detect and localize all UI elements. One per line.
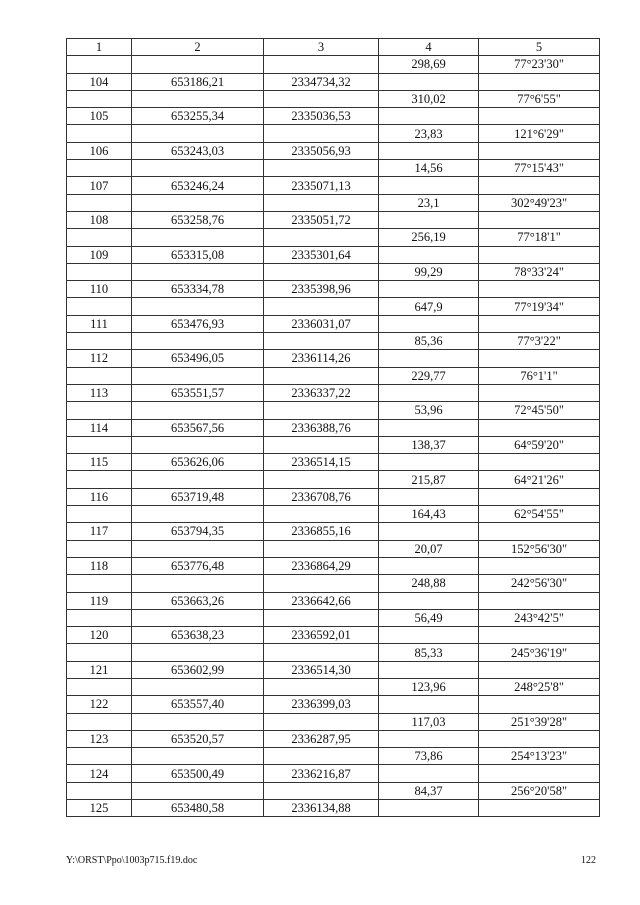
table-cell: 2336031,07: [264, 315, 379, 332]
table-row: [67, 730, 600, 747]
table-cell: [264, 748, 379, 765]
table-row: [67, 229, 600, 246]
table-cell: 84,37: [379, 782, 479, 799]
table-cell: [264, 298, 379, 315]
table-row: [67, 142, 600, 159]
table-cell: [479, 627, 600, 644]
table-cell: 653246,24: [132, 177, 264, 194]
table-cell: 99,29: [379, 263, 479, 280]
table-cell: [132, 506, 264, 523]
table-cell: 78°33'24": [479, 263, 600, 280]
header-cell: 2: [132, 39, 264, 56]
table-cell: [264, 229, 379, 246]
table-cell: [132, 333, 264, 350]
table-cell: [379, 350, 479, 367]
table-cell: [379, 419, 479, 436]
table-row: [67, 454, 600, 471]
table-cell: 72°45'50": [479, 402, 600, 419]
table-cell: 653480,58: [132, 800, 264, 817]
table-cell: [67, 333, 132, 350]
table-cell: [264, 56, 379, 73]
table-row: [67, 160, 600, 177]
table-cell: [67, 90, 132, 107]
table-cell: [379, 730, 479, 747]
table-cell: [479, 765, 600, 782]
table-cell: 2335398,96: [264, 281, 379, 298]
table-cell: [379, 281, 479, 298]
table-cell: [132, 782, 264, 799]
table-cell: 119: [67, 592, 132, 609]
table-cell: [479, 246, 600, 263]
table-cell: [479, 661, 600, 678]
table-row: [67, 73, 600, 90]
table-row: [67, 263, 600, 280]
table-cell: 298,69: [379, 56, 479, 73]
table-cell: 113: [67, 384, 132, 401]
table-cell: [379, 246, 479, 263]
table-row: [67, 765, 600, 782]
table-cell: [479, 142, 600, 159]
table-cell: [479, 592, 600, 609]
table-cell: 653500,49: [132, 765, 264, 782]
table-cell: [264, 436, 379, 453]
table-cell: 120: [67, 627, 132, 644]
table-cell: 124: [67, 765, 132, 782]
table-cell: [132, 471, 264, 488]
table-cell: 310,02: [379, 90, 479, 107]
table-cell: [264, 540, 379, 557]
table-cell: [379, 488, 479, 505]
table-cell: [67, 436, 132, 453]
table-cell: 229,77: [379, 367, 479, 384]
table-row: [67, 661, 600, 678]
table-row: [67, 627, 600, 644]
table-cell: 77°3'22": [479, 333, 600, 350]
table-cell: [379, 177, 479, 194]
table-cell: 64°59'20": [479, 436, 600, 453]
table-cell: 653602,99: [132, 661, 264, 678]
table-cell: 248,88: [379, 575, 479, 592]
table-cell: [264, 506, 379, 523]
table-cell: [264, 471, 379, 488]
page-number: 122: [581, 855, 596, 866]
table-row: [67, 384, 600, 401]
table-cell: [379, 592, 479, 609]
table-cell: 653258,76: [132, 211, 264, 228]
table-cell: 653186,21: [132, 73, 264, 90]
table-cell: 111: [67, 315, 132, 332]
table-cell: [379, 384, 479, 401]
table-cell: [132, 575, 264, 592]
table-cell: 2336388,76: [264, 419, 379, 436]
table-cell: 62°54'55": [479, 506, 600, 523]
table-cell: 2336855,16: [264, 523, 379, 540]
table-cell: [132, 402, 264, 419]
table-cell: 106: [67, 142, 132, 159]
table-cell: [132, 90, 264, 107]
table-cell: [132, 748, 264, 765]
table-cell: [132, 160, 264, 177]
header-cell: 5: [479, 39, 600, 56]
table-row: [67, 696, 600, 713]
table-row: [67, 575, 600, 592]
table-cell: 76°1'1": [479, 367, 600, 384]
table-row: [67, 557, 600, 574]
table-row: [67, 592, 600, 609]
table-cell: 653794,35: [132, 523, 264, 540]
table-cell: 108: [67, 211, 132, 228]
table-cell: [67, 713, 132, 730]
table-cell: 2335051,72: [264, 211, 379, 228]
table-cell: 117: [67, 523, 132, 540]
table-row: [67, 644, 600, 661]
table-cell: 152°56'30": [479, 540, 600, 557]
table-cell: 243°42'5": [479, 609, 600, 626]
table-cell: [67, 540, 132, 557]
table-cell: 653776,48: [132, 557, 264, 574]
table-cell: [479, 211, 600, 228]
table-cell: 2336708,76: [264, 488, 379, 505]
table-row: [67, 402, 600, 419]
table-cell: 56,49: [379, 609, 479, 626]
table-cell: [67, 402, 132, 419]
table-row: [67, 108, 600, 125]
table-cell: [264, 402, 379, 419]
table-cell: [379, 142, 479, 159]
table-cell: [67, 125, 132, 142]
table-cell: 85,33: [379, 644, 479, 661]
table-row: [67, 748, 600, 765]
table-cell: 2335036,53: [264, 108, 379, 125]
header-cell: 4: [379, 39, 479, 56]
table-cell: [379, 765, 479, 782]
table-cell: [264, 678, 379, 695]
table-cell: [67, 229, 132, 246]
table-row: [67, 800, 600, 817]
table-cell: 2336216,87: [264, 765, 379, 782]
table-row: [67, 177, 600, 194]
table-cell: 109: [67, 246, 132, 263]
table-row: [67, 281, 600, 298]
table-cell: [479, 177, 600, 194]
table-row: [67, 350, 600, 367]
table-row: [67, 471, 600, 488]
table-cell: 653557,40: [132, 696, 264, 713]
table-cell: 2334734,32: [264, 73, 379, 90]
table-cell: 123: [67, 730, 132, 747]
table-row: [67, 540, 600, 557]
table-cell: 653638,23: [132, 627, 264, 644]
table-cell: 116: [67, 488, 132, 505]
table-cell: 653255,34: [132, 108, 264, 125]
table-cell: 125: [67, 800, 132, 817]
table-cell: [132, 298, 264, 315]
table-cell: [379, 73, 479, 90]
table-cell: [264, 333, 379, 350]
table-cell: 112: [67, 350, 132, 367]
table-body: [67, 56, 600, 817]
table-cell: 2335301,64: [264, 246, 379, 263]
table-row: [67, 436, 600, 453]
table-cell: [67, 748, 132, 765]
table-cell: [132, 194, 264, 211]
table-cell: 2336287,95: [264, 730, 379, 747]
table-cell: [132, 263, 264, 280]
table-cell: [132, 367, 264, 384]
table-cell: [479, 419, 600, 436]
table-cell: [479, 350, 600, 367]
table-cell: 653315,08: [132, 246, 264, 263]
footer-file-path: Y:\ORST\Ppo\1003p715.f19.doc: [66, 855, 198, 866]
table-row: [67, 419, 600, 436]
table-cell: [264, 782, 379, 799]
table-cell: 242°56'30": [479, 575, 600, 592]
table-cell: [479, 281, 600, 298]
table-cell: 164,43: [379, 506, 479, 523]
table-row: [67, 488, 600, 505]
table-cell: 2336864,29: [264, 557, 379, 574]
table-cell: [479, 108, 600, 125]
table-row: [67, 298, 600, 315]
table-row: [67, 246, 600, 263]
table-cell: [67, 263, 132, 280]
table-cell: [479, 315, 600, 332]
table-cell: 64°21'26": [479, 471, 600, 488]
table-cell: 251°39'28": [479, 713, 600, 730]
table-cell: [264, 194, 379, 211]
table-cell: 121°6'29": [479, 125, 600, 142]
header-cell: 3: [264, 39, 379, 56]
table-cell: 2336514,30: [264, 661, 379, 678]
table-cell: [264, 367, 379, 384]
table-cell: [479, 488, 600, 505]
table-cell: 85,36: [379, 333, 479, 350]
table-cell: [132, 56, 264, 73]
table-cell: [264, 263, 379, 280]
table-row: [67, 90, 600, 107]
table-row: [67, 506, 600, 523]
table-cell: [379, 454, 479, 471]
table-cell: 2336337,22: [264, 384, 379, 401]
table-cell: 121: [67, 661, 132, 678]
table-cell: 256,19: [379, 229, 479, 246]
table-row: [67, 609, 600, 626]
table-cell: 122: [67, 696, 132, 713]
table-cell: [479, 73, 600, 90]
table-cell: [379, 315, 479, 332]
table-cell: 248°25'8": [479, 678, 600, 695]
table-cell: [379, 696, 479, 713]
table-cell: 2336134,88: [264, 800, 379, 817]
table-row: [67, 523, 600, 540]
table-cell: 20,07: [379, 540, 479, 557]
table-cell: 23,1: [379, 194, 479, 211]
table-cell: [479, 696, 600, 713]
table-cell: 117,03: [379, 713, 479, 730]
table-row: [67, 211, 600, 228]
table-cell: [264, 160, 379, 177]
table-cell: [379, 523, 479, 540]
table-cell: 77°19'34": [479, 298, 600, 315]
table-cell: [132, 540, 264, 557]
table-cell: 215,87: [379, 471, 479, 488]
table-cell: 653520,57: [132, 730, 264, 747]
table-cell: 53,96: [379, 402, 479, 419]
table-cell: [67, 506, 132, 523]
table-row: [67, 125, 600, 142]
table-cell: 2335056,93: [264, 142, 379, 159]
table-cell: 114: [67, 419, 132, 436]
table-cell: 105: [67, 108, 132, 125]
table-cell: [67, 575, 132, 592]
table-cell: [67, 160, 132, 177]
table-cell: [379, 108, 479, 125]
table-cell: 2336592,01: [264, 627, 379, 644]
table-cell: [379, 211, 479, 228]
table-cell: 138,37: [379, 436, 479, 453]
table-cell: [132, 678, 264, 695]
table-cell: [379, 557, 479, 574]
table-cell: [67, 644, 132, 661]
table-cell: [379, 661, 479, 678]
table-cell: [479, 384, 600, 401]
table-cell: [132, 644, 264, 661]
table-cell: [67, 298, 132, 315]
table-cell: [132, 436, 264, 453]
table-row: [67, 315, 600, 332]
table-cell: [264, 575, 379, 592]
table-cell: 256°20'58": [479, 782, 600, 799]
table-cell: 2336642,66: [264, 592, 379, 609]
table-cell: 118: [67, 557, 132, 574]
header-row: [67, 39, 600, 56]
table-cell: 2335071,13: [264, 177, 379, 194]
table-cell: [379, 627, 479, 644]
table-cell: [264, 90, 379, 107]
table-cell: [264, 125, 379, 142]
table-cell: 77°23'30": [479, 56, 600, 73]
table-row: [67, 56, 600, 73]
table-cell: 653243,03: [132, 142, 264, 159]
table-cell: [67, 678, 132, 695]
table-row: [67, 713, 600, 730]
table-cell: 254°13'23": [479, 748, 600, 765]
table-cell: [264, 713, 379, 730]
table-cell: [264, 644, 379, 661]
table-cell: 653567,56: [132, 419, 264, 436]
table-cell: [132, 713, 264, 730]
table-cell: 653334,78: [132, 281, 264, 298]
table-cell: 73,86: [379, 748, 479, 765]
table-row: [67, 678, 600, 695]
table-cell: [479, 800, 600, 817]
table-cell: [132, 229, 264, 246]
table-cell: [132, 125, 264, 142]
table-cell: [67, 194, 132, 211]
table-row: [67, 194, 600, 211]
table-cell: 14,56: [379, 160, 479, 177]
table-cell: [479, 523, 600, 540]
table-cell: [132, 609, 264, 626]
table-cell: 77°6'55": [479, 90, 600, 107]
header-cell: 1: [67, 39, 132, 56]
coordinates-table: [66, 38, 600, 817]
table-cell: [479, 730, 600, 747]
table-cell: 77°15'43": [479, 160, 600, 177]
table-row: [67, 333, 600, 350]
table-cell: 245°36'19": [479, 644, 600, 661]
table-cell: 107: [67, 177, 132, 194]
table-cell: 653719,48: [132, 488, 264, 505]
table-cell: [67, 609, 132, 626]
table-cell: 647,9: [379, 298, 479, 315]
table-row: [67, 367, 600, 384]
table-cell: [379, 800, 479, 817]
table-cell: [67, 367, 132, 384]
table-cell: [479, 454, 600, 471]
table-cell: 2336399,03: [264, 696, 379, 713]
table-cell: [67, 56, 132, 73]
table-cell: [264, 609, 379, 626]
table-cell: 104: [67, 73, 132, 90]
table-cell: 653663,26: [132, 592, 264, 609]
table-row: [67, 782, 600, 799]
table-cell: [67, 782, 132, 799]
table-cell: 653626,06: [132, 454, 264, 471]
table-cell: 653496,05: [132, 350, 264, 367]
table-cell: [479, 557, 600, 574]
table-cell: 2336514,15: [264, 454, 379, 471]
table-cell: 23,83: [379, 125, 479, 142]
table-cell: 77°18'1": [479, 229, 600, 246]
table-cell: [67, 471, 132, 488]
table-cell: 110: [67, 281, 132, 298]
table-cell: 2336114,26: [264, 350, 379, 367]
table-cell: 123,96: [379, 678, 479, 695]
table-cell: 302°49'23": [479, 194, 600, 211]
table-cell: 115: [67, 454, 132, 471]
table-cell: 653551,57: [132, 384, 264, 401]
table-cell: 653476,93: [132, 315, 264, 332]
